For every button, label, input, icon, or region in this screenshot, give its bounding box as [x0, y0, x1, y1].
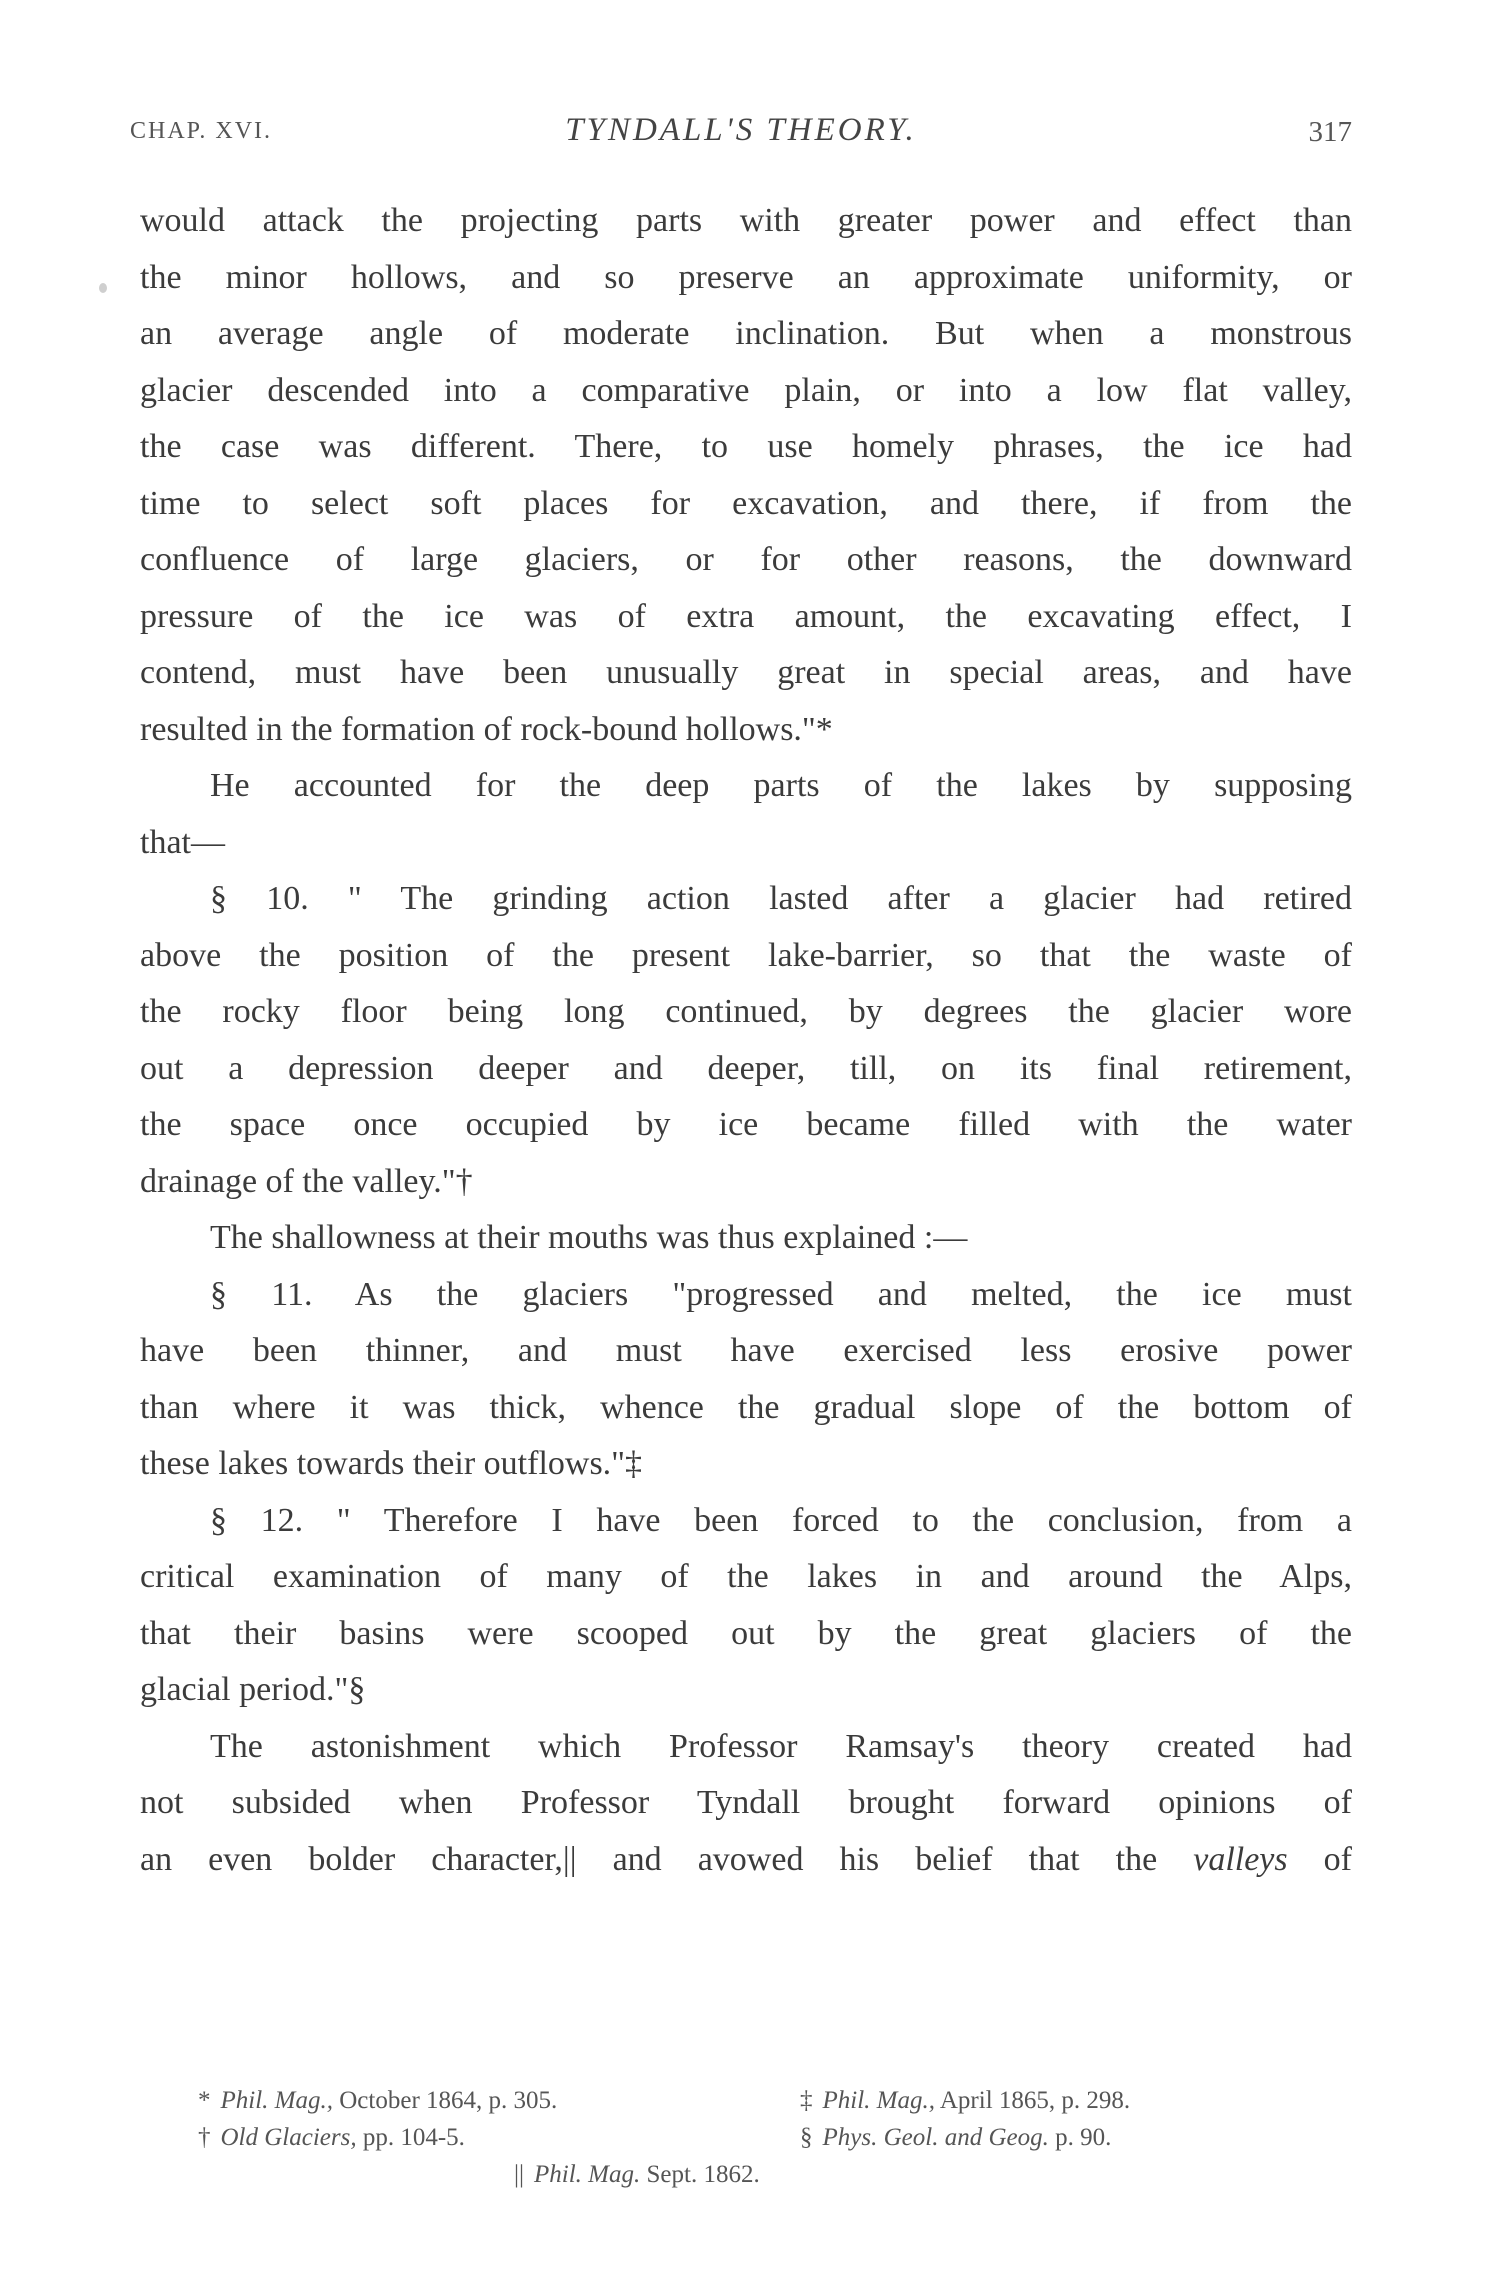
footnote-source: Phil. Mag. — [534, 2161, 641, 2188]
text-line: the case was different. There, to use homely phrases, the ice had — [140, 428, 1352, 465]
footnote-row — [140, 2156, 1352, 2193]
running-header — [130, 112, 1352, 160]
text-line: § 10. " The grinding action lasted after a glacier had retired — [210, 880, 1352, 917]
footnotes — [140, 2082, 1352, 2193]
text-line: contend, must have been unusually great in special areas, and have — [140, 654, 1352, 691]
chapter-label: CHAP. XVI. — [130, 118, 273, 144]
text-line: He accounted for the deep parts of the lakes by supposing — [210, 767, 1352, 804]
text-line: these lakes towards their outflows."‡ — [140, 1445, 643, 1482]
text-line: the rocky floor being long continued, by degrees the glacier wore — [140, 993, 1352, 1030]
footnote-detail: April 1865, p. 298. — [939, 2087, 1131, 2114]
footnote-detail: Sept. 1862. — [646, 2161, 760, 2188]
text-line: the minor hollows, and so preserve an approximate uniformity, or — [140, 258, 1352, 296]
footnote-source: Phil. Mag., — [220, 2087, 333, 2114]
footnote-source: Phys. Geol. and Geog. — [822, 2124, 1049, 2151]
footnote-parallel — [514, 2156, 760, 2193]
footnote-row — [140, 2082, 1352, 2119]
footnote-double-dagger — [800, 2082, 1130, 2119]
footnote-dagger — [198, 2119, 465, 2156]
text-line: an average angle of moderate inclination. But when a monstrous — [140, 315, 1352, 352]
text-line: above the position of the present lake-barrier, so that the waste of — [140, 936, 1352, 974]
emphasis-word: valleys — [1193, 1840, 1288, 1878]
final-line-start: an even bolder character,|| and avowed his belief that the — [140, 1840, 1194, 1878]
text-line: pressure of the ice was of extra amount, the excavating effect, I — [140, 597, 1352, 635]
text-line: drainage of the valley."† — [140, 1162, 473, 1200]
footnote-section — [800, 2119, 1111, 2156]
footnote-mark: ‡ — [800, 2087, 813, 2114]
text-line: that their basins were scooped out by the great glaciers of the — [140, 1614, 1352, 1652]
ink-smudge — [99, 283, 107, 293]
footnote-star — [198, 2082, 557, 2119]
text-line: that— — [140, 823, 225, 861]
footnote-mark: † — [198, 2124, 211, 2151]
text-line: time to select soft places for excavation, and there, if from the — [140, 484, 1352, 522]
text-line: would attack the projecting parts with greater power and effect than — [140, 202, 1352, 239]
footnote-source: Phil. Mag., — [822, 2087, 935, 2114]
footnote-detail: p. 90. — [1055, 2124, 1112, 2151]
footnote-mark: || — [514, 2161, 525, 2188]
footnote-detail: pp. 104-5. — [362, 2124, 465, 2151]
text-line-final — [140, 1832, 1352, 1889]
footnote-detail: October 1864, p. 305. — [339, 2087, 558, 2114]
text-line: glacier descended into a comparative plain, or into a low flat valley, — [140, 371, 1352, 409]
text-line: have been thinner, and must have exercised less erosive power — [140, 1332, 1352, 1369]
text-line: out a depression deeper and deeper, till, on its final retirement, — [140, 1049, 1352, 1087]
text-line: critical examination of many of the lakes in and around the Alps, — [140, 1558, 1352, 1595]
footnote-row — [140, 2119, 1352, 2156]
footnote-mark: * — [198, 2087, 211, 2114]
text-line: than where it was thick, whence the gradual slope of the bottom of — [140, 1388, 1352, 1426]
text-line: resulted in the formation of rock-bound hollows."* — [140, 710, 833, 748]
text-line: § 12. " Therefore I have been forced to the conclusion, from a — [210, 1501, 1352, 1539]
running-title: TYNDALL'S THEORY. — [565, 112, 917, 148]
text-line: The astonishment which Professor Ramsay's theory created had — [210, 1727, 1352, 1765]
text-line: the space once occupied by ice became filled with the water — [140, 1106, 1352, 1143]
footnote-source: Old Glaciers, — [220, 2124, 357, 2151]
text-line: confluence of large glaciers, or for other reasons, the downward — [140, 541, 1352, 578]
text-line: not subsided when Professor Tyndall brought forward opinions of — [140, 1784, 1352, 1821]
body-text — [140, 193, 1352, 1888]
text-line: § 11. As the glaciers "progressed and melted, the ice must — [210, 1275, 1352, 1313]
final-line-end: of — [1287, 1840, 1352, 1878]
footnote-mark: § — [800, 2124, 813, 2151]
text-line: The shallowness at their mouths was thus explained :— — [210, 1219, 968, 1256]
text-line: glacial period."§ — [140, 1671, 366, 1708]
page-number: 317 — [1308, 116, 1352, 148]
